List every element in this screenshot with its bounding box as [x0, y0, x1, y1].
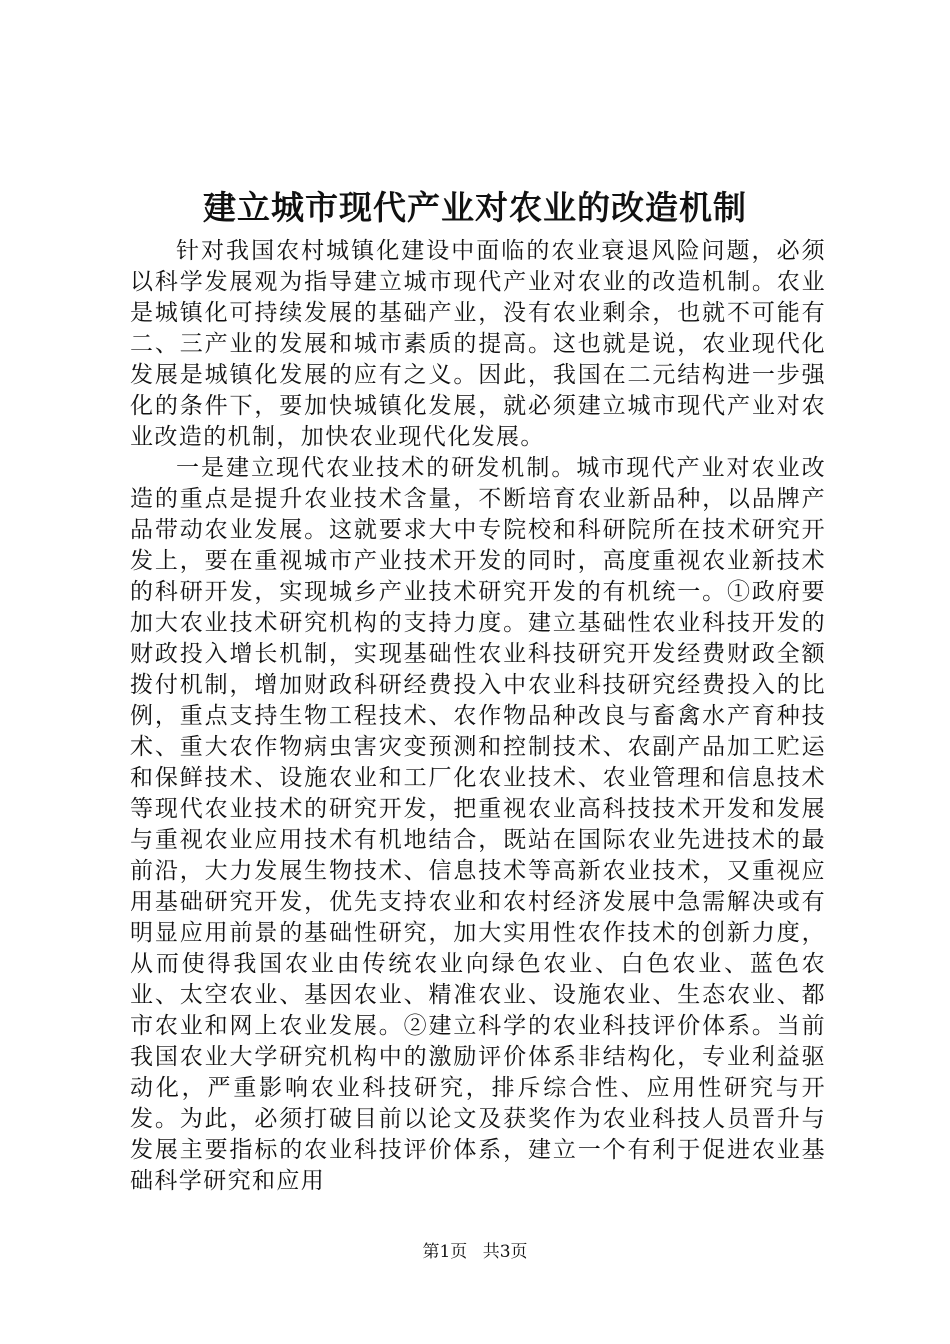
document-title: 建立城市现代产业对农业的改造机制 — [203, 188, 747, 227]
page-total: 共3页 — [482, 1242, 528, 1262]
body-paragraph-research-mechanism: 一是建立现代农业技术的研发机制。城市现代产业对农业改造的重点是提升农业技术含量，不断培育农业新品种，以品牌产品带动农业发展。这就要求大中专院校和科研院所在技术研究开发上，要在重视城市产业技术开发的同时，高度重视农业新技术的科研开发，实现城乡产业技术研究开发的有机统一。①政府要加大农业技术研究机构的支持力度。建立基础性农业科技开发的财政投入增长机制，实现基础性农业科技研究开发经费财政全额拨付机制，增加财政科研经费投入中农业科技研究经费投入的比例，重点支持生物工程技术、农作物品种改良与畜禽水产育种技术、重大农作物病虫害灾变预测和控制技术、农副产品加工贮运和保鲜技术、设施农业和工厂化农业技术、农业管理和信息技术等现代农业技术的研究开发，把重视农业高科技技术开发和发展与重视农业应用技术有机地结合，既站在国际农业先进技术的最前沿，大力发展生物技术、信息技术等高新农业技术，又重视应用基础研究开发，优先支持农业和农村经济发展中急需解决或有明显应用前景的基础性研究，加大实用性农作技术的创新力度，从而使得我国农业由传统农业向绿色农业、白色农业、蓝色农业、太空农业、基因农业、精准农业、设施农业、生态农业、都市农业和网上农业发展。②建立科学的农业科技评价体系。当前我国农业大学研究机构中的激励评价体系非结构化，专业利益驱动化，严重影响农业科技研究，排斥综合性、应用性研究与开发。为此，必须打破目前以论文及获奖作为农业科技人员晋升与发展主要指标的农业科技评价体系，建立一个有利于促进农业基础科学研究和应用 — [130, 455, 826, 1194]
body-paragraph-intro: 针对我国农村城镇化建设中面临的农业衰退风险问题，必须以科学发展观为指导建立城市现代产业对农业的改造机制。农业是城镇化可持续发展的基础产业，没有农业剩余，也就不可能有二、三产业的发展和城市素质的提高。这也就是说，农业现代化发展是城镇化发展的应有之义。因此，我国在二元结构进一步强化的条件下，要加快城镇化发展，就必须建立城市现代产业对农业改造的机制，加快农业现代化发展。 — [130, 238, 826, 450]
document-body — [130, 236, 826, 1197]
page-footer — [0, 1240, 950, 1264]
page-number: 第1页 — [422, 1242, 468, 1262]
